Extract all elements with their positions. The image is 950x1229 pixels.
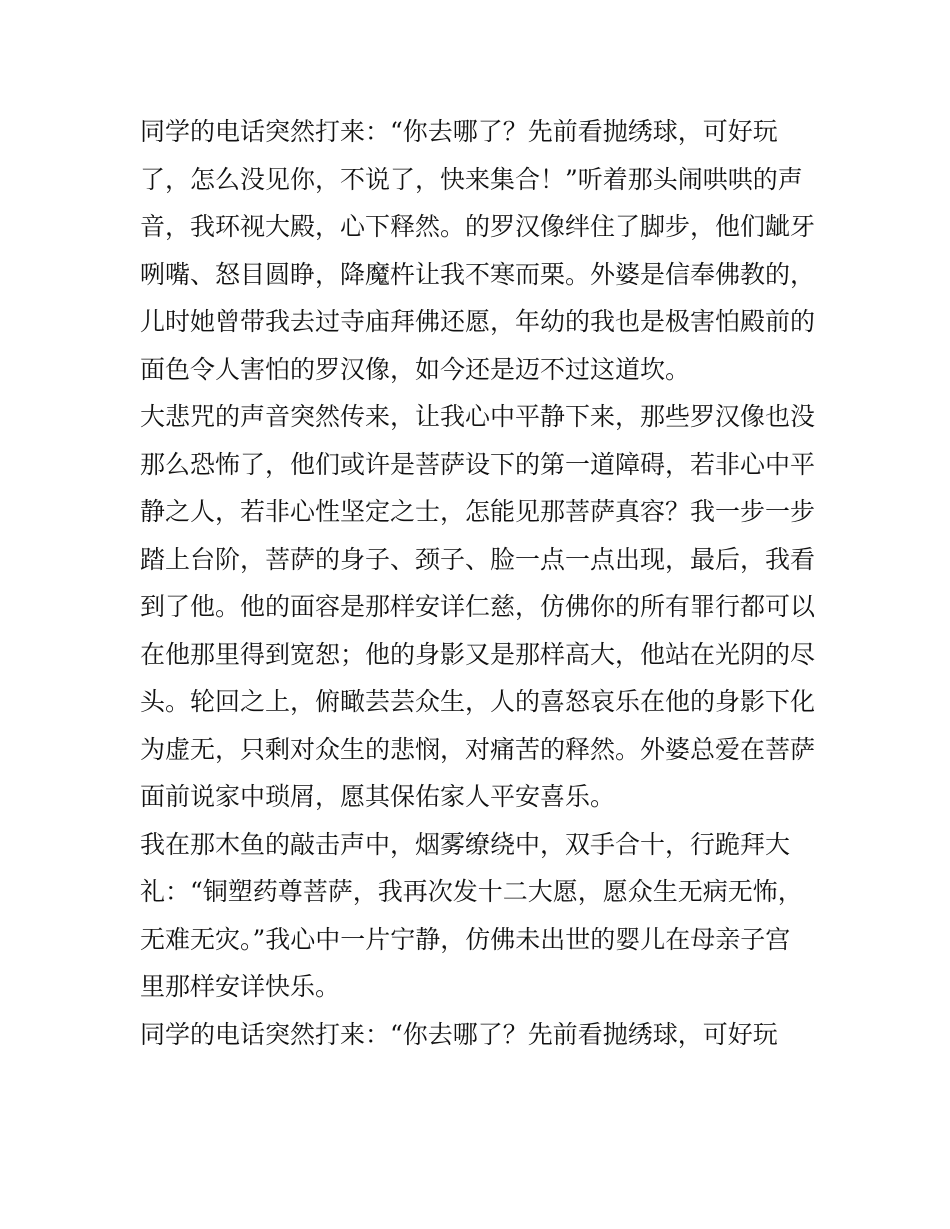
text-line: 了，怎么没见你，不说了，快来集合！”听着那头闹哄哄的声 (140, 164, 803, 194)
text-line: 无难无灾。”我心中一片宁静，仿佛未出世的婴儿在母亲子宫 (140, 924, 791, 954)
text-line: 儿时她曾带我去过寺庙拜佛还愿，年幼的我也是极害怕殿前的 (140, 307, 816, 336)
text-line: 同学的电话突然打来：“你去哪了？先前看抛绣球，可好玩 (140, 117, 778, 146)
text-line: 礼：“铜塑药尊菩萨，我再次发十二大愿，愿众生无病无怖， (140, 877, 803, 906)
text-line: 到了他。他的面容是那样安详仁慈，仿佛你的所有罪行都可以 (140, 592, 816, 621)
text-line: 咧嘴、怒目圆睁，降魔杵让我不寒而栗。外婆是信奉佛教的， (140, 259, 816, 289)
text-line: 在他那里得到宽恕；他的身影又是那样高大，他站在光阴的尽 (140, 639, 816, 669)
text-line: 我在那木鱼的敲击声中，烟雾缭绕中，双手合十，行跪拜大 (140, 829, 791, 859)
text-line: 头。轮回之上，俯瞰芸芸众生，人的喜怒哀乐在他的身影下化 (140, 687, 816, 716)
text-line: 面色令人害怕的罗汉像，如今还是迈不过这道坎。 (140, 354, 691, 384)
text-line: 静之人，若非心性坚定之士，怎能见那菩萨真容？我一步一步 (140, 497, 816, 526)
text-line: 音，我环视大殿，心下释然。的罗汉像绊住了脚步，他们龇牙 (140, 212, 816, 241)
text-line: 那么恐怖了，他们或许是菩萨设下的第一道障碍，若非心中平 (140, 449, 816, 479)
text-line: 踏上台阶，菩萨的身子、颈子、脸一点一点出现，最后，我看 (140, 544, 816, 574)
text-line: 面前说家中琐屑，愿其保佑家人平安喜乐。 (140, 782, 616, 811)
text-line: 大悲咒的声音突然传来，让我心中平静下来，那些罗汉像也没 (140, 402, 816, 431)
text-line: 为虚无，只剩对众生的悲悯，对痛苦的释然。外婆总爱在菩萨 (140, 734, 816, 764)
text-line: 里那样安详快乐。 (140, 972, 341, 1001)
text-line: 同学的电话突然打来：“你去哪了？先前看抛绣球，可好玩 (140, 1019, 778, 1049)
document-body (140, 108, 820, 1058)
